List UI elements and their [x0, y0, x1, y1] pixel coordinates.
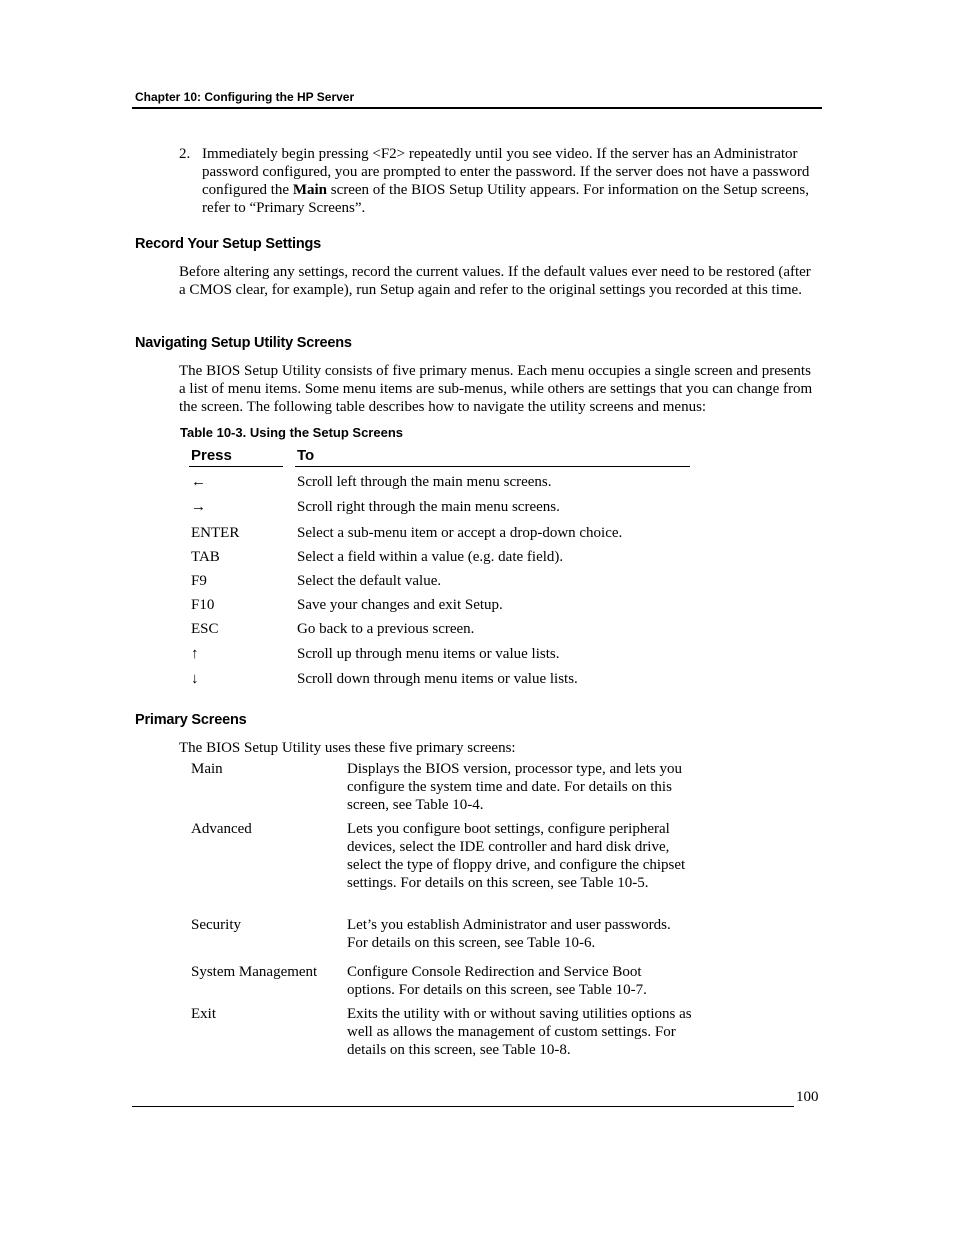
table-action: Save your changes and exit Setup. [297, 597, 503, 613]
table-action: Select a field within a value (e.g. date field). [297, 549, 564, 565]
table-key: ENTER [191, 525, 240, 541]
table-key: TAB [191, 549, 220, 565]
table-action: Scroll right through the main menu screens. [297, 499, 560, 515]
screen-description: Exits the utility with or without saving utilities options as well as allows the management of custom settings. For details on this screen, see Table 10-8. [347, 1006, 692, 1058]
table-action: Scroll left through the main menu screens. [297, 474, 552, 490]
running-header: Chapter 10: Configuring the HP Server [135, 90, 355, 104]
heading-record-settings: Record Your Setup Settings [135, 236, 322, 252]
paragraph-navigating: The BIOS Setup Utility consists of five primary menus. Each menu occupies a single screen and presents a list of menu items. Some menu items are sub-menus, while others are settings that you can change from the screen. The following table describes how to navigate the utility screens and menus: [179, 363, 813, 415]
table-caption: Table 10-3. Using the Setup Screens [180, 425, 403, 440]
table-header-rule-press [189, 466, 283, 467]
table-action: Scroll up through menu items or value lists. [297, 646, 560, 662]
header-rule [132, 107, 822, 109]
table-row [0, 549, 954, 573]
table-key: F9 [191, 573, 207, 589]
step-2-text-b: screen of the BIOS Setup Utility appears. For information on the Setup screens, refer to “Primary Screens”. [202, 182, 809, 216]
footer-rule [132, 1106, 794, 1107]
table-header-rule-to [295, 466, 690, 467]
table-action: Scroll down through menu items or value lists. [297, 671, 578, 687]
screen-name: Exit [191, 1006, 216, 1022]
table-row [0, 597, 954, 621]
step-number: 2. [179, 146, 191, 162]
screen-name: System Management [191, 964, 318, 980]
table-row [0, 525, 954, 549]
screen-name: Security [191, 917, 241, 933]
screen-description: Configure Console Redirection and Service Boot options. For details on this screen, see Table 10-7. [347, 964, 647, 998]
step-2-bold-main: Main [292, 182, 327, 198]
step-2-text [202, 145, 817, 217]
paragraph-primary-intro: The BIOS Setup Utility uses these five primary screens: [179, 740, 516, 756]
heading-navigating: Navigating Setup Utility Screens [135, 335, 352, 351]
table-key: ↑ [191, 646, 199, 662]
screen-description: Let’s you establish Administrator and user passwords. For details on this screen, see Table 10-6. [347, 917, 671, 951]
table-row [0, 671, 954, 695]
screen-name: Advanced [191, 821, 252, 837]
screen-description: Lets you configure boot settings, configure peripheral devices, select the IDE controller and hard disk drive, select the type of floppy drive, and configure the chipset settings. For details on this screen, see Table 10-5. [347, 821, 686, 891]
table-row [0, 474, 954, 498]
screen-name: Main [191, 761, 223, 777]
table-action: Select the default value. [297, 573, 442, 589]
table-header-to: To [297, 447, 315, 464]
heading-primary-screens: Primary Screens [135, 712, 247, 728]
step-2-text-a: Immediately begin pressing <F2> repeatedly until you see video. If the server has an Administrator password configured, you are prompted to enter the password. If the server does not have a password configured the [202, 146, 810, 198]
table-key: ESC [191, 621, 219, 637]
table-row [0, 573, 954, 597]
table-header-press: Press [191, 447, 232, 464]
paragraph-record-settings: Before altering any settings, record the current values. If the default values ever need to be restored (after a CMOS clear, for example), run Setup again and refer to the original settings you recorded at this time. [179, 264, 811, 298]
table-key: → [191, 499, 206, 515]
table-row [0, 646, 954, 670]
screen-description: Displays the BIOS version, processor type, and lets you configure the system time and date. For details on this screen, see Table 10-4. [347, 761, 682, 813]
table-action: Go back to a previous screen. [297, 621, 475, 637]
table-key: F10 [191, 597, 215, 613]
table-key: ← [191, 474, 206, 490]
table-row [0, 621, 954, 645]
page-number: 100 [796, 1089, 819, 1105]
table-row [0, 499, 954, 523]
table-action: Select a sub-menu item or accept a drop-down choice. [297, 525, 623, 541]
table-key: ↓ [191, 671, 199, 687]
